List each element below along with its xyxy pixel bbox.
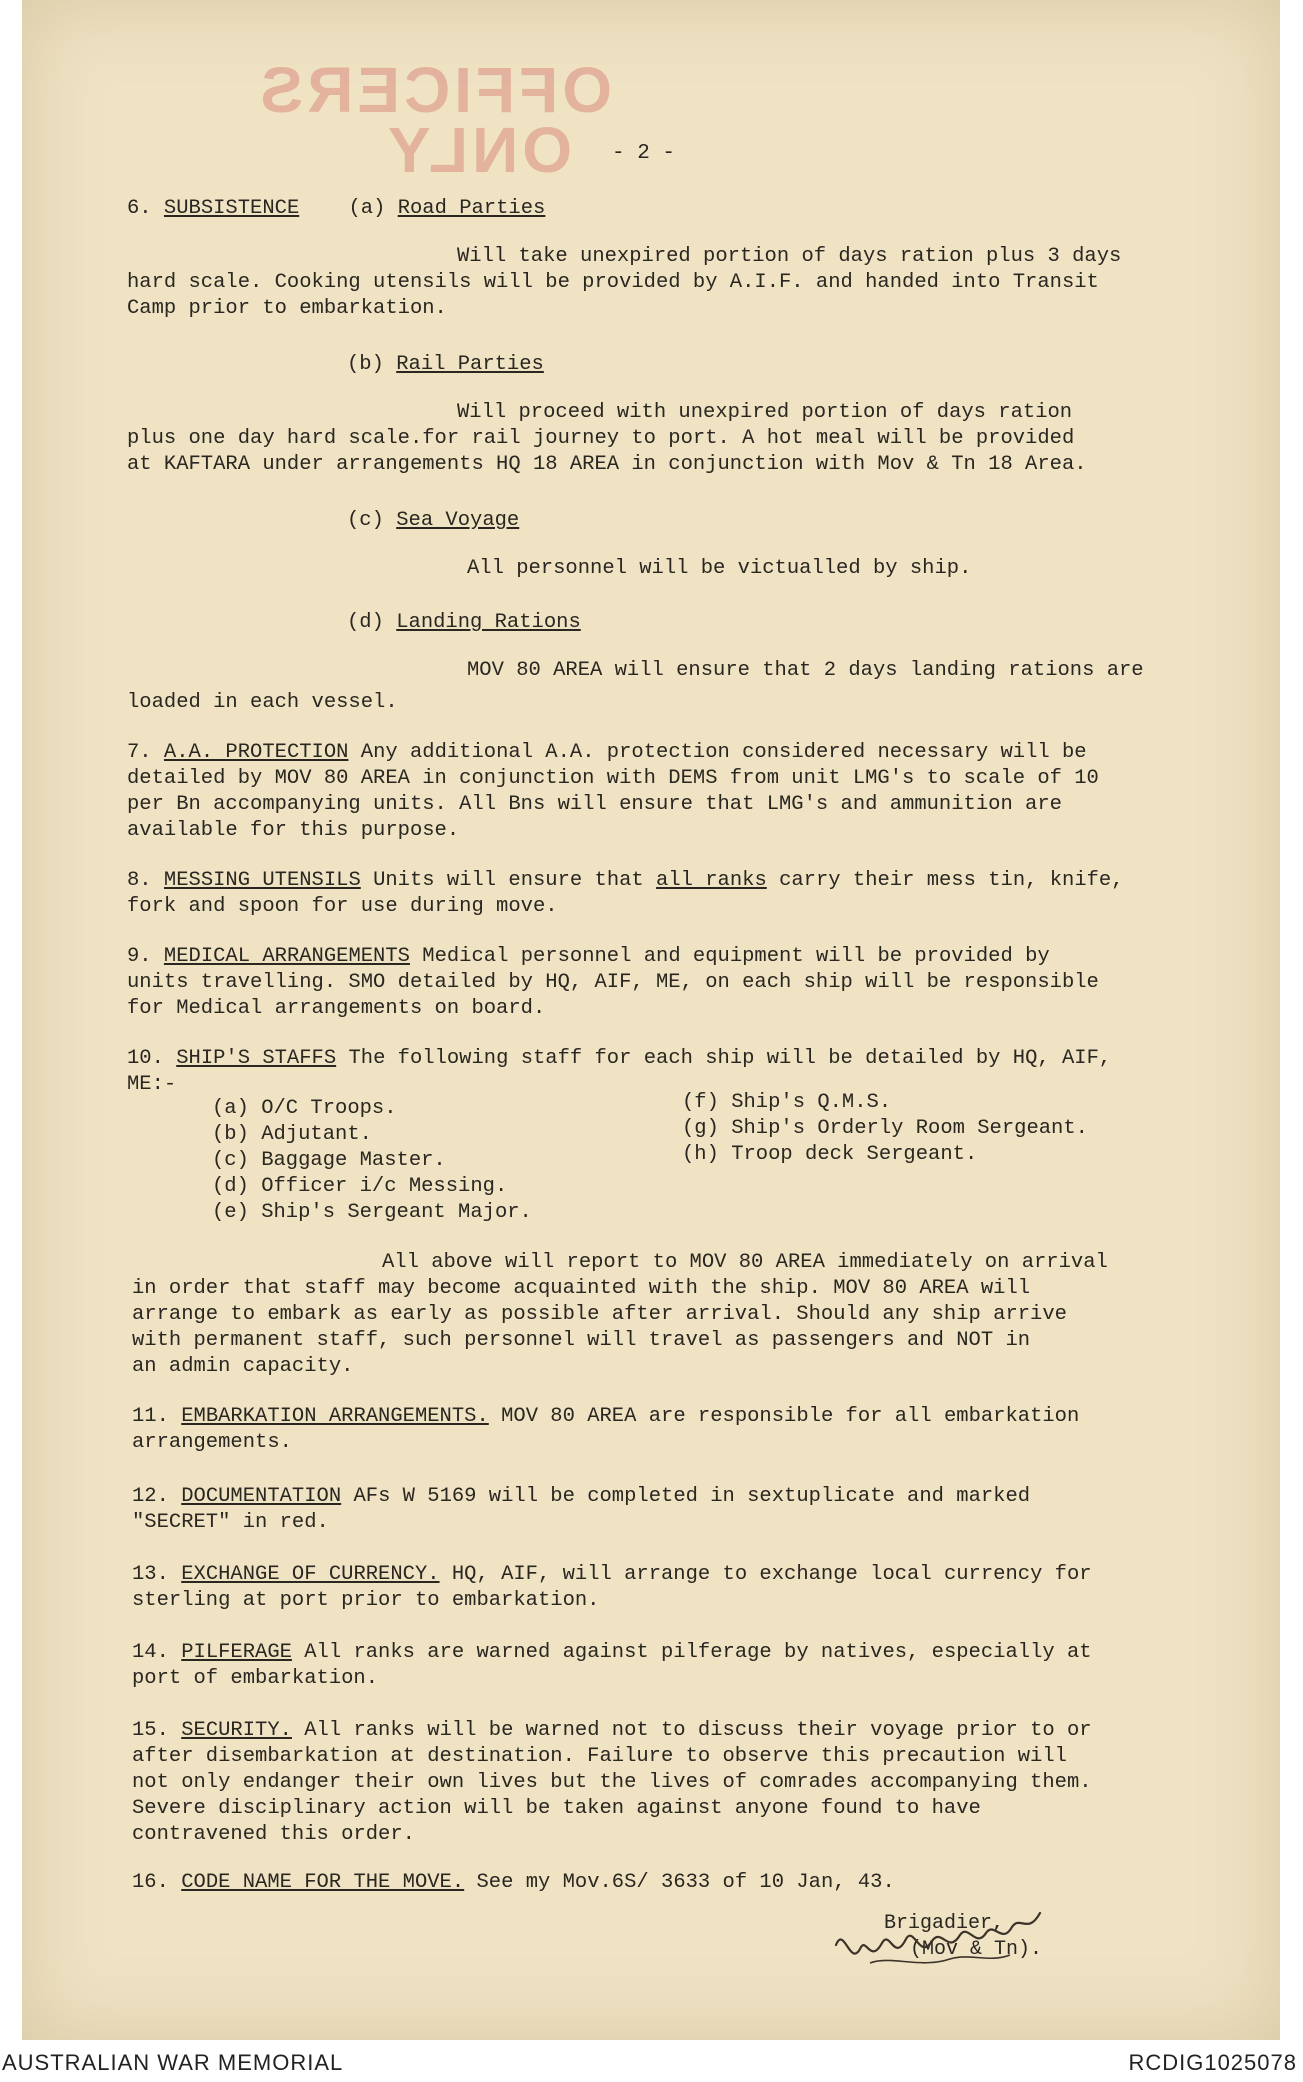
paragraph-line: ME:- bbox=[127, 1073, 177, 1096]
list-item: (h) Troop deck Sergeant. bbox=[682, 1143, 978, 1166]
list-item: (d) Officer i/c Messing. bbox=[212, 1175, 508, 1198]
list-item: (g) Ship's Orderly Room Sergeant. bbox=[682, 1117, 1088, 1140]
section-11-heading: 11. EMBARKATION ARRANGEMENTS. MOV 80 AREA are responsible for all embarkation bbox=[132, 1405, 1080, 1428]
paragraph-line: Severe disciplinary action will be taken against anyone found to have bbox=[132, 1797, 981, 1820]
section-6-heading: 6. SUBSISTENCE (a) Road Parties bbox=[127, 197, 546, 220]
paragraph-line: All personnel will be victualled by ship. bbox=[467, 557, 972, 580]
footer-institution: AUSTRALIAN WAR MEMORIAL bbox=[2, 2050, 344, 2075]
paragraph-line: per Bn accompanying units. All Bns will ensure that LMG's and ammunition are bbox=[127, 793, 1062, 816]
paragraph-line: "SECRET" in red. bbox=[132, 1511, 329, 1534]
list-item: (e) Ship's Sergeant Major. bbox=[212, 1201, 532, 1224]
paragraph-line: hard scale. Cooking utensils will be provided by A.I.F. and handed into Transit bbox=[127, 271, 1099, 294]
paragraph-line: All above will report to MOV 80 AREA immediately on arrival bbox=[382, 1251, 1108, 1274]
paragraph-line: an admin capacity. bbox=[132, 1355, 354, 1378]
paragraph-line: detailed by MOV 80 AREA in conjunction with DEMS from unit LMG's to scale of 10 bbox=[127, 767, 1099, 790]
list-item: (c) Baggage Master. bbox=[212, 1149, 446, 1172]
section-15-heading: 15. SECURITY. All ranks will be warned not to discuss their voyage prior to or bbox=[132, 1719, 1092, 1742]
list-item: (f) Ship's Q.M.S. bbox=[682, 1091, 892, 1114]
paragraph-line: arrangements. bbox=[132, 1431, 292, 1454]
page-number: - 2 - bbox=[612, 142, 676, 165]
subsection-heading: (c) Sea Voyage bbox=[347, 509, 520, 532]
subsection-heading: (b) Rail Parties bbox=[347, 353, 544, 376]
paragraph-line: contravened this order. bbox=[132, 1823, 415, 1846]
signatory-rank: Brigadier, bbox=[884, 1912, 1005, 1935]
section-12-heading: 12. DOCUMENTATION AFs W 5169 will be completed in sextuplicate and marked bbox=[132, 1485, 1031, 1508]
ship-staff-list-left bbox=[212, 1096, 532, 1226]
subsection-heading: (d) Landing Rations bbox=[347, 611, 581, 634]
document-page bbox=[22, 0, 1280, 2040]
paragraph-line: Will take unexpired portion of days ration plus 3 days bbox=[457, 245, 1122, 268]
section-8-heading: 8. MESSING UTENSILS Units will ensure that all ranks carry their mess tin, knife, bbox=[127, 869, 1124, 892]
paragraph-line: available for this purpose. bbox=[127, 819, 460, 842]
paragraph-line: port of embarkation. bbox=[132, 1667, 379, 1690]
section-9-heading: 9. MEDICAL ARRANGEMENTS Medical personnel and equipment will be provided by bbox=[127, 945, 1050, 968]
paragraph-line: sterling at port prior to embarkation. bbox=[132, 1589, 600, 1612]
section-13-heading: 13. EXCHANGE OF CURRENCY. HQ, AIF, will arrange to exchange local currency for bbox=[132, 1563, 1092, 1586]
handwritten-signature bbox=[830, 1905, 1050, 1975]
paragraph-line: units travelling. SMO detailed by HQ, AIF, ME, on each ship will be responsible bbox=[127, 971, 1099, 994]
list-item: (a) O/C Troops. bbox=[212, 1097, 397, 1120]
paragraph-line: fork and spoon for use during move. bbox=[127, 895, 558, 918]
paragraph-line: arrange to embark as early as possible after arrival. Should any ship arrive bbox=[132, 1303, 1067, 1326]
paragraph-line: loaded in each vessel. bbox=[127, 691, 398, 714]
section-10-heading: 10. SHIP'S STAFFS The following staff for each ship will be detailed by HQ, AIF, bbox=[127, 1047, 1112, 1070]
officers-only-stamp: OFFICERS ONLY bbox=[256, 54, 612, 186]
paragraph-line: in order that staff may become acquainted with the ship. MOV 80 AREA will bbox=[132, 1277, 1031, 1300]
paragraph-line: plus one day hard scale.for rail journey to port. A hot meal will be provided bbox=[127, 427, 1075, 450]
section-16-heading: 16. CODE NAME FOR THE MOVE. See my Mov.6S/ 3633 of 10 Jan, 43. bbox=[132, 1871, 895, 1894]
section-14-heading: 14. PILFERAGE All ranks are warned against pilferage by natives, especially at bbox=[132, 1641, 1092, 1664]
paragraph-line: after disembarkation at destination. Failure to observe this precaution will bbox=[132, 1745, 1067, 1768]
ship-staff-list-right bbox=[682, 1090, 1088, 1168]
signatory-appointment: (Mov & Tn). bbox=[910, 1938, 1043, 1961]
paragraph-line: not only endanger their own lives but the lives of comrades accompanying them. bbox=[132, 1771, 1092, 1794]
paragraph-line: for Medical arrangements on board. bbox=[127, 997, 546, 1020]
footer-image-id: RCDIG1025078 bbox=[1128, 2050, 1297, 2075]
paragraph-line: at KAFTARA under arrangements HQ 18 AREA in conjunction with Mov & Tn 18 Area. bbox=[127, 453, 1087, 476]
paragraph-line: MOV 80 AREA will ensure that 2 days landing rations are bbox=[467, 659, 1144, 682]
paragraph-line: Camp prior to embarkation. bbox=[127, 297, 447, 320]
section-7-heading: 7. A.A. PROTECTION Any additional A.A. protection considered necessary will be bbox=[127, 741, 1087, 764]
list-item: (b) Adjutant. bbox=[212, 1123, 372, 1146]
paragraph-line: Will proceed with unexpired portion of days ration bbox=[457, 401, 1073, 424]
paragraph-line: with permanent staff, such personnel will travel as passengers and NOT in bbox=[132, 1329, 1031, 1352]
